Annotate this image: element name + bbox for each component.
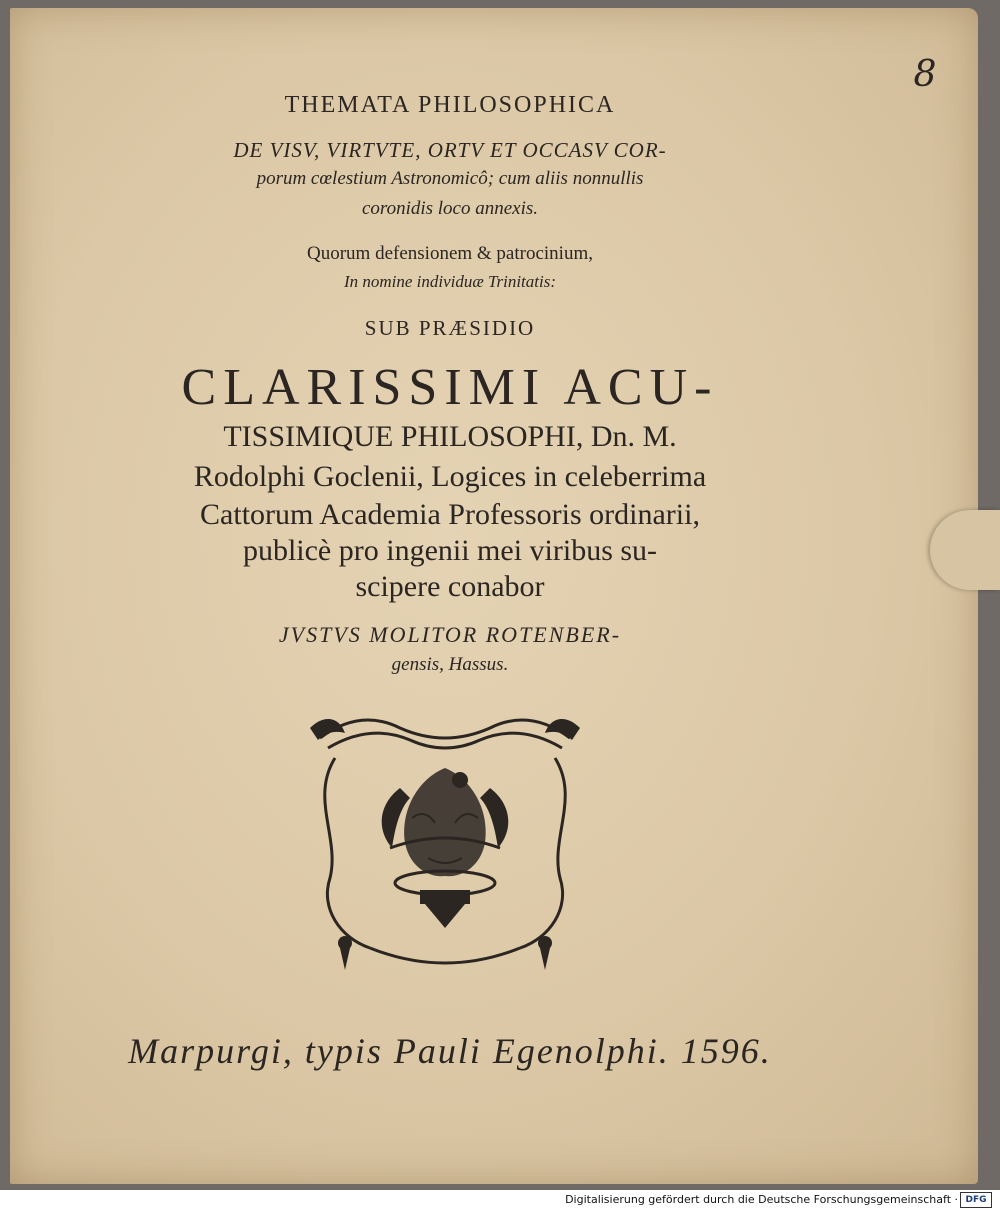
page-tab-edge [930,510,1000,590]
body-line-3: Cattorum Academia Professoris ordinarii, [200,498,700,531]
quorum-line: Quorum defensionem & patrocinium, [307,243,593,264]
author-line-2: gensis, Hassus. [391,654,509,675]
praesidio-line: SUB PRÆSIDIO [364,316,536,340]
document-title: THEMATA PHILOSOPHICA [284,92,616,118]
body-line-1: TISSIMIQUE PHILOSOPHI, Dn. M. [223,420,677,453]
subtitle-line-2: porum cœlestium Astronomicô; cum aliis nonnullis [256,168,644,189]
author-line-1: JVSTVS MOLITOR ROTENBER- [278,622,622,647]
imprint-line: Marpurgi, typis Pauli Egenolphi. 1596. [128,1031,772,1071]
body-line-5: scipere conabor [355,570,545,603]
body-line-2: Rodolphi Goclenii, Logices in celeberrima [193,460,707,493]
folio-number: 8 [913,54,937,95]
subtitle-line-3: coronidis loco annexis. [361,198,539,219]
nomine-line: In nomine individuæ Trinitatis: [343,272,557,291]
subtitle-line-1: DE VISV, VIRTVTE, ORTV ET OCCASV COR- [233,138,667,162]
printer-device-emblem [300,708,590,984]
clarissimi-heading: CLARISSIMI ACU- [181,359,719,416]
footer-bar [0,1190,1000,1210]
dfg-logo-icon: DFG [960,1192,992,1208]
body-line-4: publicè pro ingenii mei viribus su- [242,534,658,567]
footer-credit: Digitalisierung gefördert durch die Deutsche Forschungsgemeinschaft · [565,1193,958,1206]
